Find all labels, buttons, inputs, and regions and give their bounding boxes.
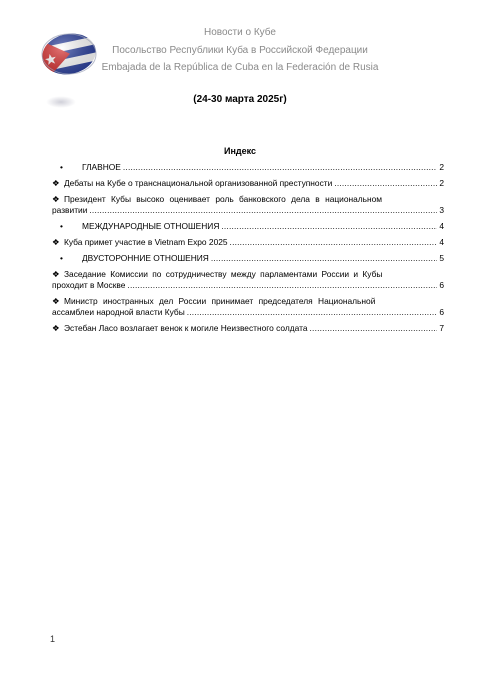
toc-entry-text-line2: развитии [52, 205, 88, 215]
dot-leader [334, 178, 437, 189]
toc-entry-text: Эстебан Ласо возлагает венок к могиле Неизвестного солдата [64, 323, 308, 333]
dot-leader [310, 323, 438, 334]
toc-entry[interactable] [52, 323, 444, 334]
date-range: (24-30 марта 2025г) [193, 94, 287, 105]
toc-entry-text-line2: проходит в Москве [52, 280, 126, 290]
toc-page-number: 2 [439, 162, 444, 172]
toc-entry-text: ДВУСТОРОННИЕ ОТНОШЕНИЯ [82, 253, 209, 263]
toc-entry-text-line1: Президент Кубы высоко оценивает роль банковского дела в национальном [64, 194, 383, 204]
diamond-bullet-icon: ❖ [52, 194, 60, 204]
toc-entry[interactable] [52, 237, 444, 248]
toc-page-number: 5 [439, 253, 444, 263]
header-title: Новости о Кубе [204, 27, 276, 38]
dot-leader [187, 307, 438, 318]
page-number: 1 [50, 634, 56, 644]
header-embassy-ru: Посольство Республики Куба в Российской Федерации [112, 45, 368, 56]
dot-leader [230, 237, 438, 248]
dot-leader [211, 253, 437, 264]
dot-leader [221, 221, 437, 232]
toc-entry[interactable] [52, 253, 444, 264]
header-embassy-es: Embajada de la República de Cuba en la Federación de Rusia [101, 62, 379, 73]
toc-page-number: 6 [439, 307, 444, 317]
index-title: Индекс [223, 146, 256, 156]
toc-entry[interactable] [52, 296, 444, 318]
table-of-contents [52, 160, 444, 334]
dot-leader [127, 280, 437, 291]
diamond-bullet-icon: ❖ [52, 323, 60, 333]
toc-entry[interactable] [52, 194, 444, 216]
toc-entry[interactable] [52, 162, 444, 173]
toc-entry-text-line2: ассамблеи народной власти Кубы [52, 307, 185, 317]
toc-page-number: 3 [439, 205, 444, 215]
diamond-bullet-icon: ❖ [52, 296, 60, 306]
dot-leader [123, 162, 437, 173]
toc-page-number: 7 [439, 323, 444, 333]
diamond-bullet-icon: ❖ [52, 269, 60, 279]
toc-entry-text: ГЛАВНОЕ [82, 162, 121, 172]
bullet-icon: • [60, 221, 63, 231]
toc-page-number: 2 [439, 178, 444, 188]
toc-page-number: 6 [439, 280, 444, 290]
diamond-bullet-icon: ❖ [52, 178, 60, 188]
toc-entry-text-line1: Министр иностранных дел России принимает председателя Национальной [64, 296, 376, 306]
toc-entry[interactable] [52, 269, 444, 291]
toc-entry[interactable] [52, 221, 444, 232]
toc-entry-text: Куба примет участие в Vietnam Expo 2025 [64, 237, 228, 247]
bullet-icon: • [60, 253, 63, 263]
bullet-icon: • [60, 162, 63, 172]
toc-page-number: 4 [439, 237, 444, 247]
toc-entry-text: МЕЖДУНАРОДНЫЕ ОТНОШЕНИЯ [82, 221, 220, 231]
diamond-bullet-icon: ❖ [52, 237, 60, 247]
dot-leader [89, 205, 437, 216]
toc-entry[interactable] [52, 178, 444, 189]
toc-page-number: 4 [439, 221, 444, 231]
toc-entry-text-line1: Заседание Комиссии по сотрудничеству между парламентами России и Кубы [64, 269, 383, 279]
toc-entry-text: Дебаты на Кубе о транснациональной организованной преступности [64, 178, 333, 188]
